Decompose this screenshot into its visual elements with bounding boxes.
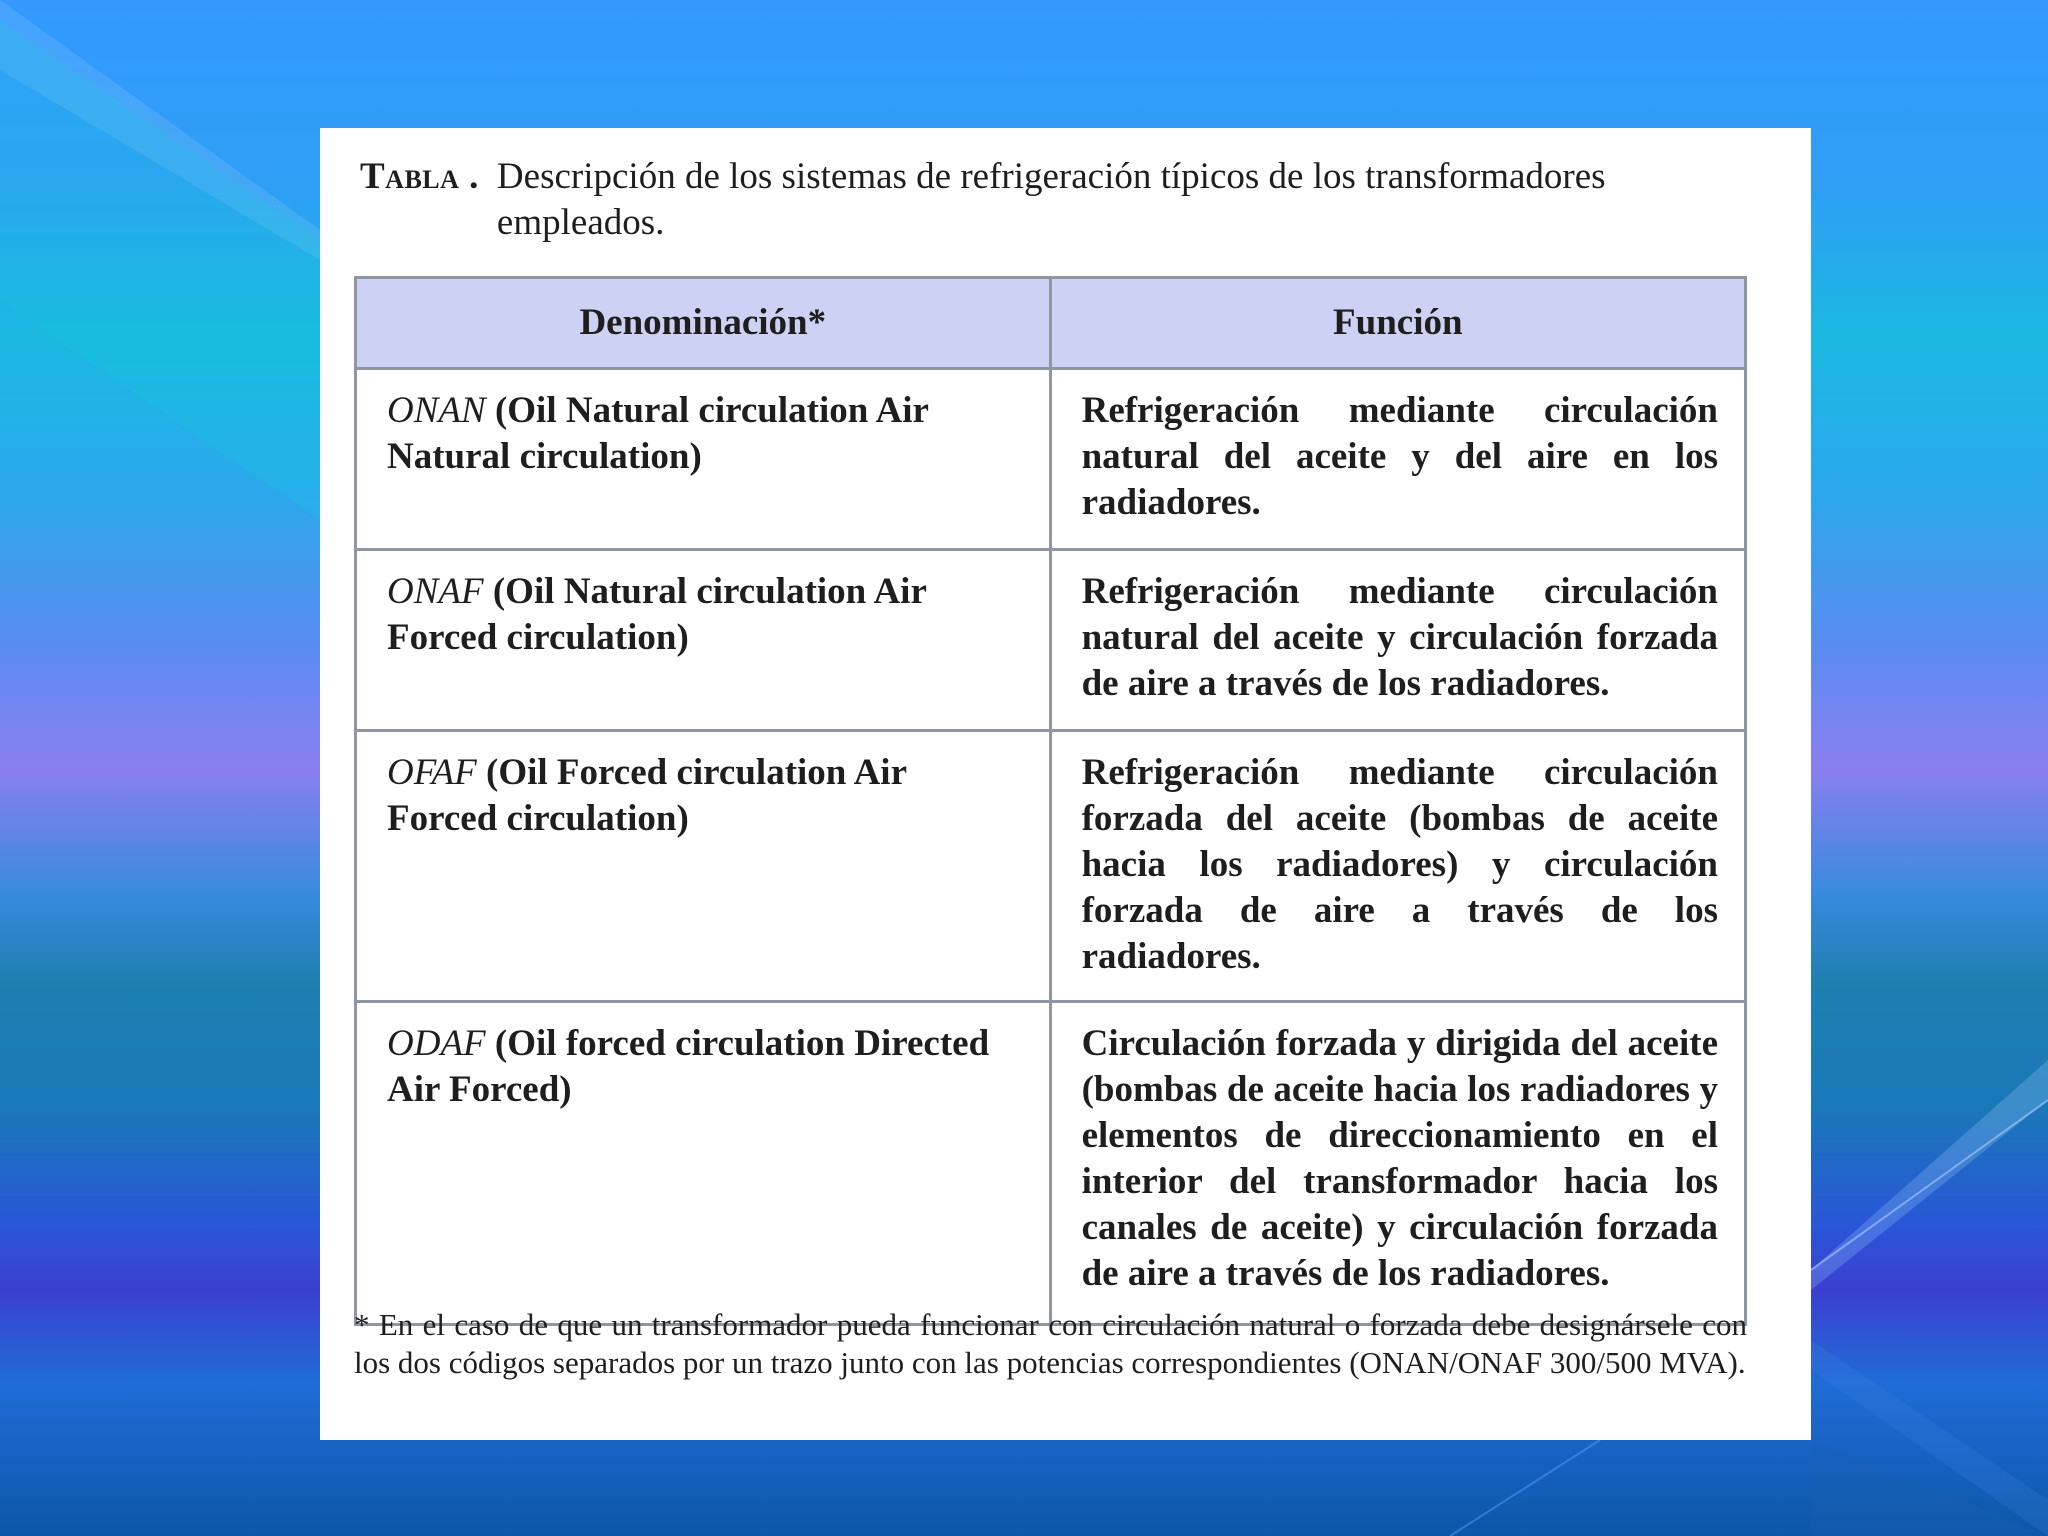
denominacion-cell: [356, 550, 1051, 731]
table-header-row: [356, 278, 1746, 369]
header-funcion: Función: [1050, 278, 1745, 369]
header-denominacion: Denominación*: [356, 278, 1051, 369]
table-row: [356, 731, 1746, 1002]
table-row: [356, 1002, 1746, 1325]
cooling-code: ONAF: [387, 571, 484, 612]
cooling-code-description: (Oil Natural circulation Air Natural circulation): [387, 390, 929, 477]
table-footnote: * En el caso de que un transformador pueda funcionar con circulación natural o forzada debe designársele con los dos códigos separados por un trazo junto con las potencias correspondientes (ONAN/ONAF 300/500 MVA).: [354, 1307, 1747, 1380]
funcion-cell: [1050, 731, 1745, 1002]
cooling-function-text: Refrigeración mediante circulación forzada del aceite (bombas de aceite hacia los radiadores) y circulación forzada de aire a través de los radiadores.: [1081, 752, 1718, 977]
slide-card: [320, 128, 1811, 1440]
denominacion-cell: [356, 731, 1051, 1002]
cooling-code: OFAF: [387, 752, 477, 793]
funcion-cell: [1050, 1002, 1745, 1325]
caption-text: Descripción de los sistemas de refrigeración típicos de los transformadores empleados.: [496, 156, 1606, 243]
table-row: [356, 550, 1746, 731]
cooling-code-description: (Oil Forced circulation Air Forced circulation): [387, 752, 907, 839]
funcion-cell: [1050, 369, 1745, 550]
cooling-systems-table: [354, 276, 1747, 1326]
cooling-code: ODAF: [387, 1023, 486, 1064]
caption-label: Tabla .: [360, 156, 479, 197]
denominacion-cell: [356, 1002, 1051, 1325]
table-caption: [360, 154, 1770, 246]
denominacion-cell: [356, 369, 1051, 550]
cooling-code-description: (Oil Natural circulation Air Forced circulation): [387, 571, 927, 658]
cooling-code-description: (Oil forced circulation Directed Air Forced): [387, 1023, 990, 1110]
table-row: [356, 369, 1746, 550]
cooling-function-text: Refrigeración mediante circulación natural del aceite y circulación forzada de aire a través de los radiadores.: [1081, 571, 1718, 704]
cooling-function-text: Refrigeración mediante circulación natural del aceite y del aire en los radiadores.: [1081, 390, 1718, 523]
cooling-function-text: Circulación forzada y dirigida del aceite (bombas de aceite hacia los radiadores y elementos de direccionamiento en el interior del transformador hacia los canales de aceite) y circulación forzada de aire a través de los radiadores.: [1081, 1023, 1718, 1294]
funcion-cell: [1050, 550, 1745, 731]
cooling-code: ONAN: [387, 390, 486, 431]
